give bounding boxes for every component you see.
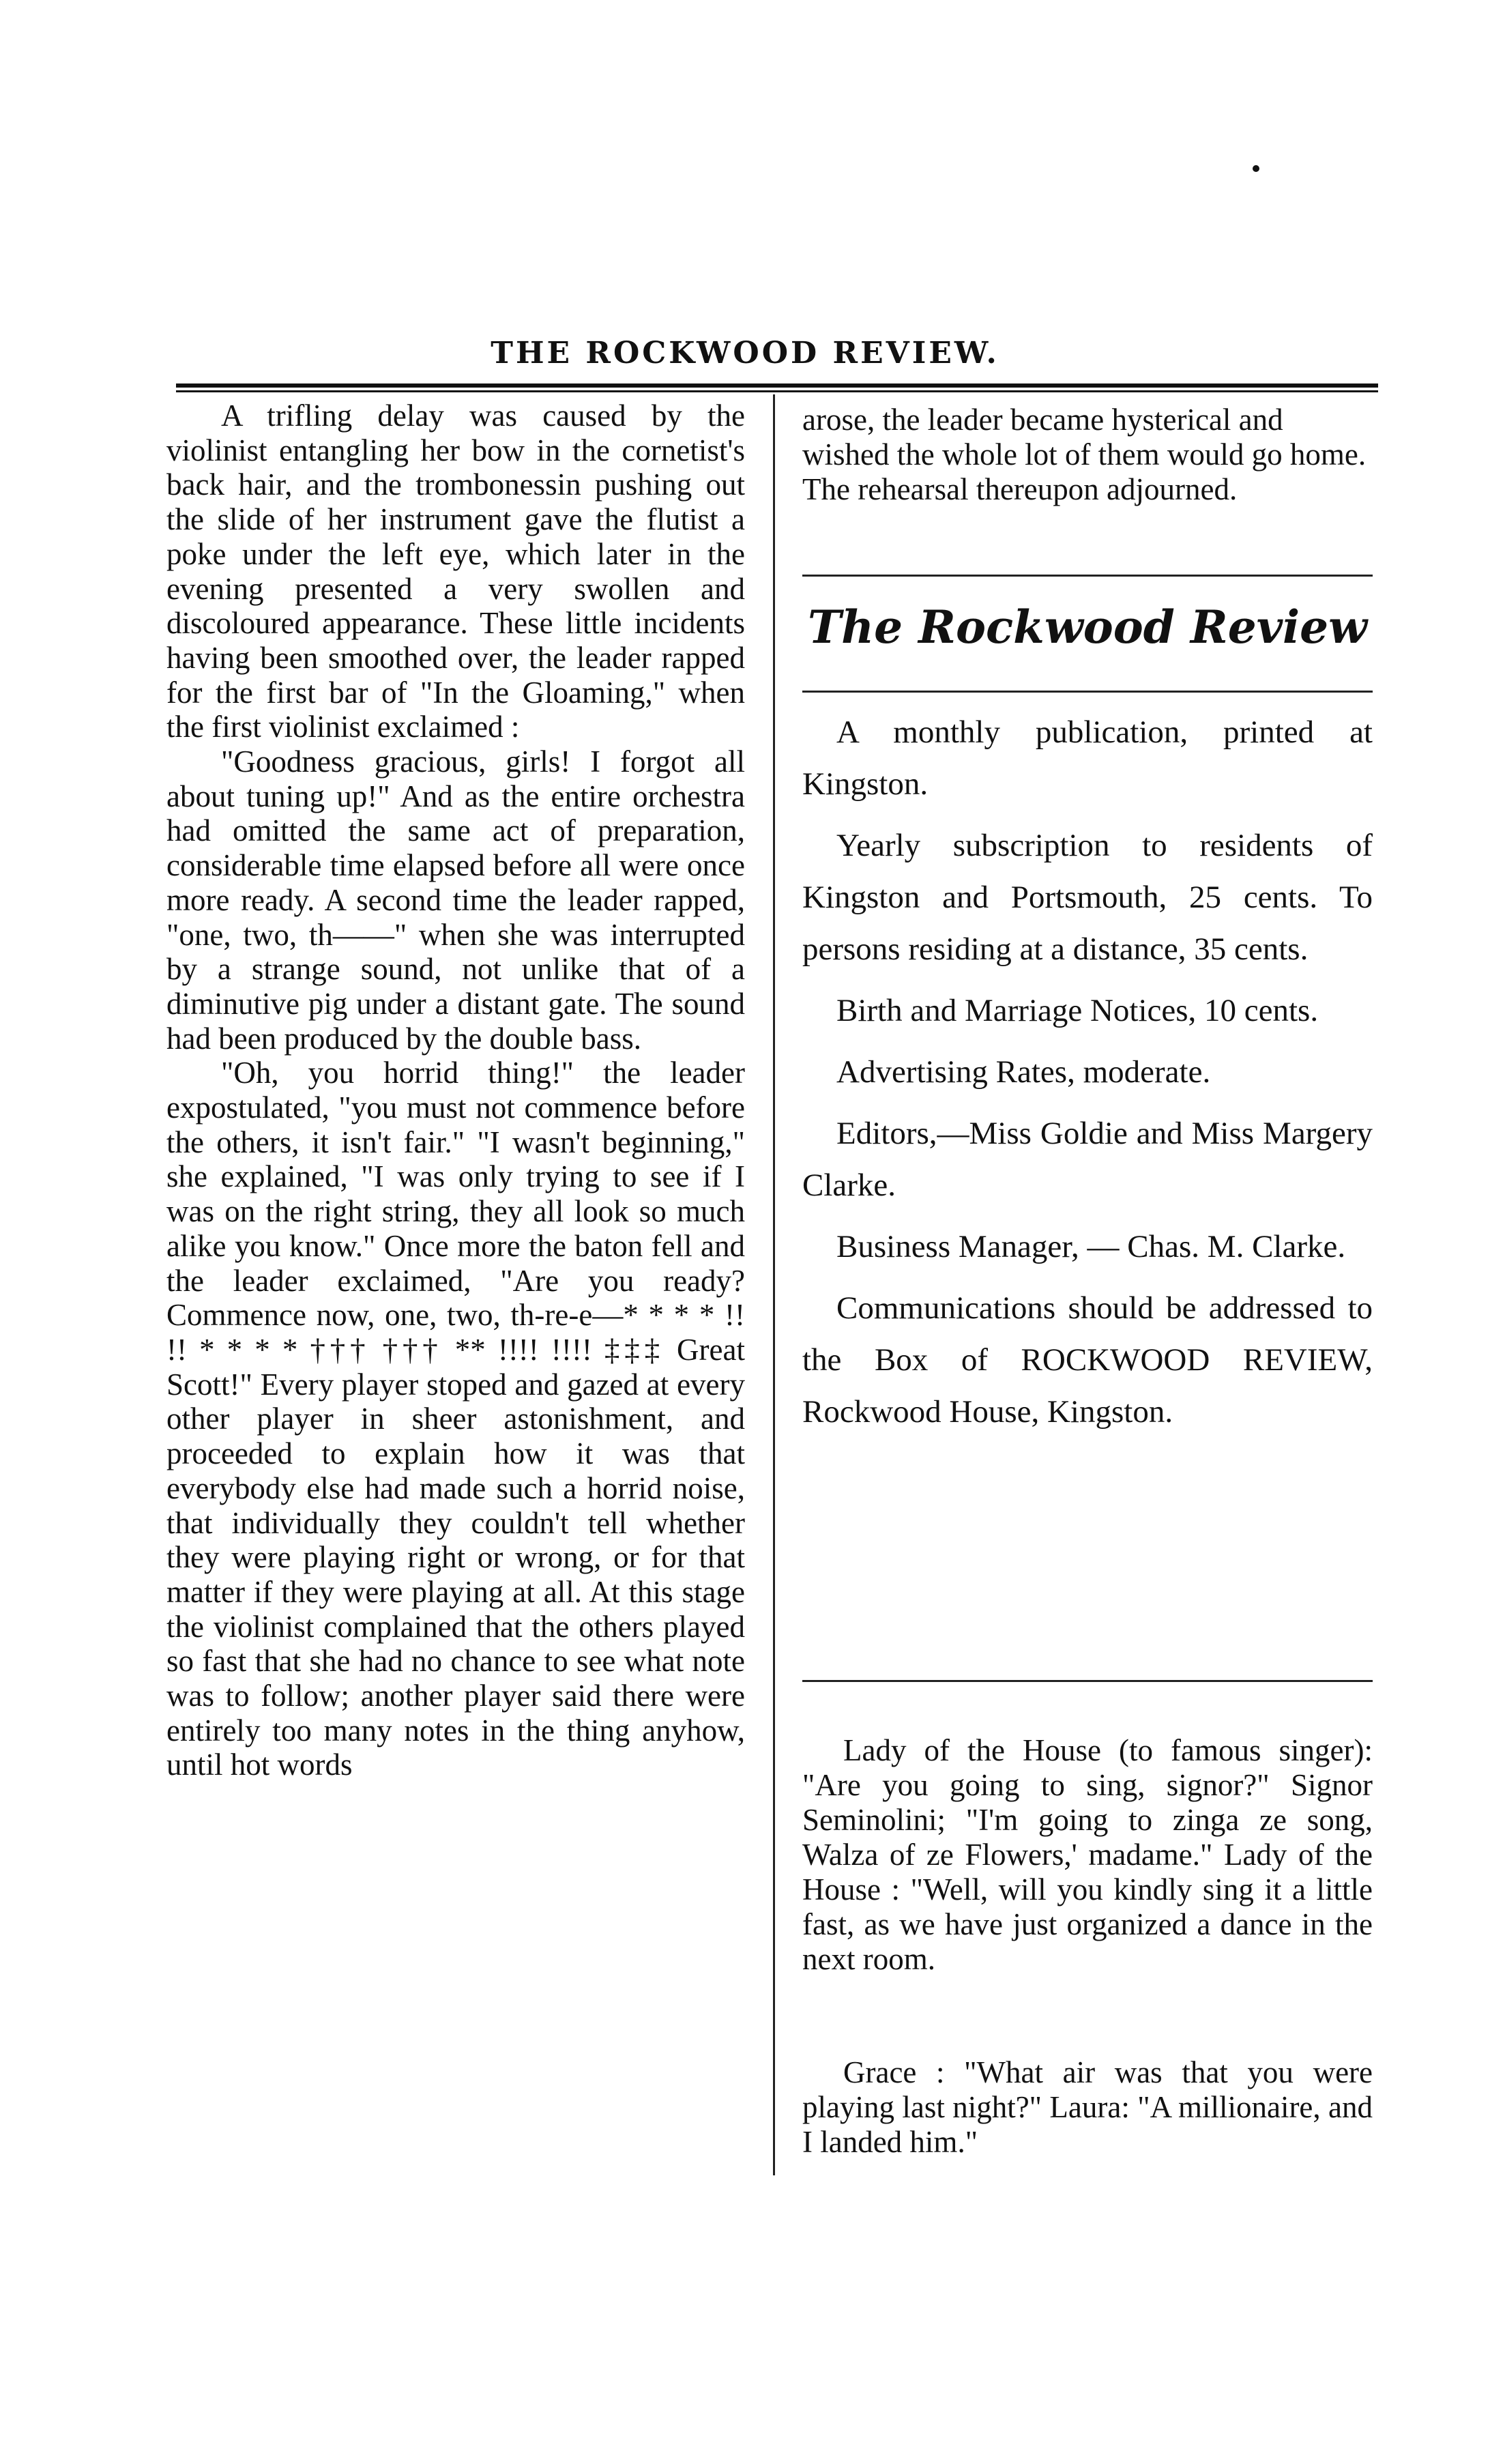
rule-below-masthead (802, 691, 1373, 693)
joke-2-text: Grace : "What air was that you were playing last night?" Laura: "A millionaire, and I landed him." (802, 2055, 1373, 2159)
column-divider (773, 394, 775, 2175)
running-head: THE ROCKWOOD REVIEW. (491, 336, 999, 371)
masthead-title: The Rockwood Review (808, 600, 1367, 654)
continuation-text: arose, the leader became hysterical and wished the whole lot of them would go home. The rehearsal thereupon adjourned. (802, 403, 1367, 506)
publication-info (802, 706, 1373, 1447)
joke-lady-of-house (802, 1733, 1373, 1977)
joke-grace-laura (802, 2055, 1373, 2160)
info-communications: Communications should be addressed to the Box of ROCKWOOD REVIEW, Rockwood House, Kingston. (802, 1290, 1373, 1430)
rule-above-jokes (802, 1680, 1373, 1682)
rule-above-masthead (802, 575, 1373, 577)
head-rule-thick (176, 383, 1378, 388)
info-manager: Business Manager, — Chas. M. Clarke. (836, 1229, 1346, 1264)
head-rule-thin (176, 390, 1378, 392)
page-mark-dot (1253, 165, 1259, 172)
left-column (166, 398, 745, 1782)
info-advertising: Advertising Rates, moderate. (836, 1054, 1211, 1090)
info-subscription: Yearly subscription to residents of Kingston and Portsmouth, 25 cents. To persons residing at a distance, 35 cents. (802, 828, 1373, 967)
left-paragraph-3: "Oh, you horrid thing!" the leader expostulated, "you must not commence before the others, it isn't fair." "I wasn't beginning," she explained, "I was only trying to see if I was on the right string, they all look so much alike you know." Once more the baton fell and the leader exclaimed, "Are you ready? Commence now, one, two, th-re-e—* * * * !! !! * * * * ††† ††† ** !!!! !!!! ‡‡‡ Great Scott!" Every player stoped and gazed at every other player in sheer astonishment, and proceeded to explain how it was that everybody else had made such a horrid noise, that individually they couldn't tell whether they were playing right or wrong, or for that matter if they were playing at all. At this stage the violinist complained that the others played so fast that she had no chance to see what note was to follow; another player said there were entirely too many notes in the thing anyhow, until hot words (166, 1056, 745, 1782)
joke-1-text: Lady of the House (to famous singer): "Are you going to sing, signor?" Signor Seminolini; "I'm going to zinga ze song, Walza of ze Flowers,' madame." Lady of the House : "Well, will you kindly sing it a little fast, as we have just organized a dance in the next room. (802, 1733, 1373, 1976)
left-paragraph-2: "Goodness gracious, girls! I forgot all about tuning up!" And as the entire orchestra had omitted the same act of preparation, considerable time elapsed before all were once more ready. A second time the leader rapped, "one, two, th——" when she was interrupted by a strange sound, not unlike that of a diminutive pig under a distant gate. The sound had been produced by the double bass. (166, 744, 745, 1056)
left-paragraph-1: A trifling delay was caused by the violinist entangling her bow in the cornetist's back hair, and the trombonessin pushing out the slide of her instrument gave the flutist a poke under the left eye, which later in the evening presented a very swollen and discoloured appearance. These little incidents having been smoothed over, the leader rapped for the first bar of "In the Gloaming," when the first violinist exclaimed : (166, 398, 745, 744)
info-editors: Editors,—Miss Goldie and Miss Margery Clarke. (802, 1116, 1373, 1203)
info-publication: A monthly publication, printed at Kingston. (802, 714, 1373, 802)
info-notices: Birth and Marriage Notices, 10 cents. (836, 993, 1319, 1028)
right-continuation (802, 403, 1373, 507)
